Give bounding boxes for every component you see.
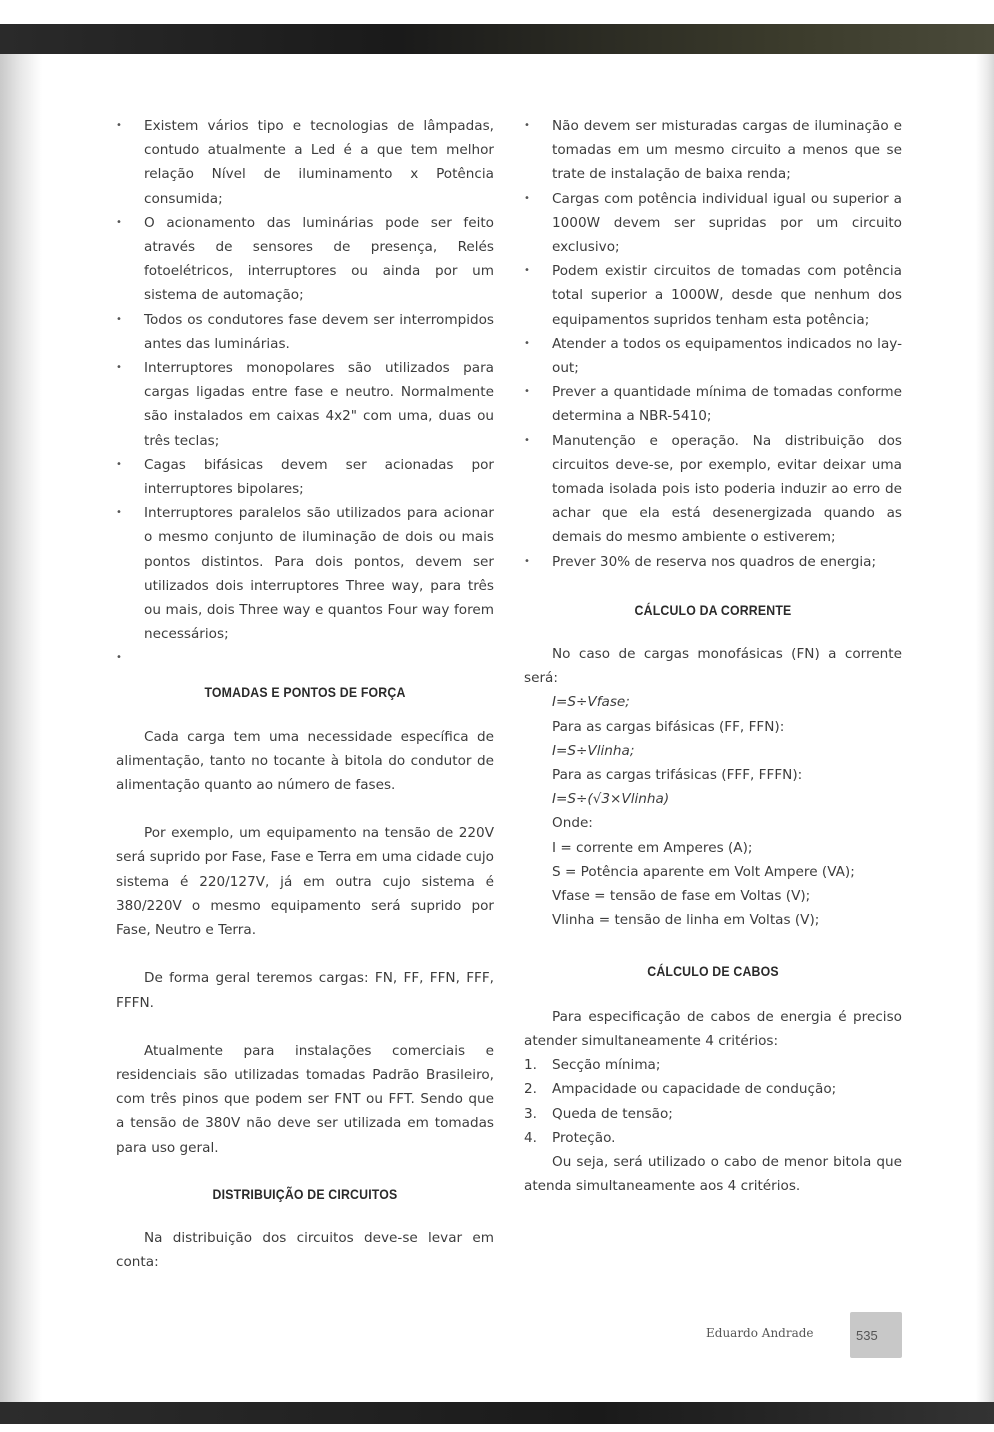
- right-column: [524, 114, 902, 1198]
- list-item: [524, 1077, 902, 1101]
- section-heading-cabos: CÁLCULO DE CABOS: [647, 962, 779, 979]
- paragraph: Na distribuição dos circuitos deve-se levar em conta:: [116, 1229, 494, 1271]
- formula-fff: I=S÷(√3×Vlinha): [552, 791, 670, 808]
- definition-line: I = corrente em Amperes (A);: [552, 839, 753, 856]
- list-item: • O acionamento das luminárias pode ser feito através de sensores de presença, Relés fotoelétricos, interruptores ou ainda por um sistema de automação;: [116, 211, 494, 308]
- lighting-bullet-list: [116, 114, 494, 670]
- list-number: 1.: [524, 1057, 537, 1074]
- list-item: [116, 646, 494, 670]
- binding-shadow: [0, 54, 42, 1402]
- list-item: • Manutenção e operação. Na distribuição dos circuitos deve-se, por exemplo, evitar deixar uma tomada isolada pois isto poderia induzir ao erro de achar que ela está desenergizada quando as demais do mesmo ambiente o estiverem;: [524, 429, 902, 550]
- list-text: Proteção.: [552, 1129, 616, 1146]
- onde-label: Onde:: [552, 815, 593, 832]
- list-item: [524, 1053, 902, 1077]
- page-edge: [976, 54, 994, 1402]
- formula-ff: I=S÷Vlinha;: [552, 742, 635, 759]
- formula-fn: I=S÷Vfase;: [552, 694, 630, 711]
- left-column: [116, 114, 494, 1274]
- list-item: • Prever 30% de reserva nos quadros de energia;: [524, 550, 902, 574]
- list-number: 2.: [524, 1081, 537, 1098]
- paragraph: De forma geral teremos cargas: FN, FF, FFN, FFF, FFFN.: [116, 970, 494, 1011]
- paragraph: Por exemplo, um equipamento na tensão de 220V será suprido por Fase, Fase e Terra em uma cidade cujo sistema é 220/127V, já em outra cujo sistema é 380/220V o mesmo equipamento será suprido por Fase, Neutro e Terra.: [116, 825, 494, 939]
- bifasicas-label: Para as cargas bifásicas (FF, FFN):: [552, 718, 785, 735]
- page-number: 535: [856, 1328, 878, 1343]
- section-heading-tomadas: TOMADAS E PONTOS DE FORÇA: [204, 684, 406, 701]
- list-item: • Cagas bifásicas devem ser acionadas por interruptores bipolares;: [116, 453, 494, 501]
- list-item: • Prever a quantidade mínima de tomadas conforme determina a NBR-5410;: [524, 380, 902, 428]
- top-dark-band: [0, 24, 994, 54]
- list-item: • Existem vários tipo e tecnologias de lâmpadas, contudo atualmente a Led é a que tem melhor relação Nível de iluminamento x Potência consumida;: [116, 114, 494, 211]
- list-item: • Atender a todos os equipamentos indicados no lay-out;: [524, 332, 902, 380]
- list-item: [524, 1126, 902, 1150]
- trifasicas-label: Para as cargas trifásicas (FFF, FFFN):: [552, 767, 803, 784]
- list-text: Ampacidade ou capacidade de condução;: [552, 1081, 837, 1098]
- criteria-list: [524, 1053, 902, 1150]
- circuit-bullet-list: [524, 114, 902, 574]
- definition-line: Vfase = tensão de fase em Voltas (V);: [552, 888, 811, 905]
- definition-line: S = Potência aparente em Volt Ampere (VA);: [552, 863, 855, 880]
- list-number: 3.: [524, 1105, 537, 1122]
- list-item: • Interruptores paralelos são utilizados para acionar o mesmo conjunto de iluminação de dois ou mais pontos distintos. Para dois pontos, devem ser utilizados dois interruptores Three way, para três ou mais, dois Three way e quantos Four way forem necessários;: [116, 501, 494, 646]
- list-item: • Interruptores monopolares são utilizados para cargas ligadas entre fase e neutro. Normalmente são instalados em caixas 4x2" com uma, duas ou três teclas;: [116, 356, 494, 453]
- paragraph: Para especificação de cabos de energia é preciso atender simultaneamente 4 critérios:: [524, 1008, 902, 1049]
- paragraph: Ou seja, será utilizado o cabo de menor bitola que atenda simultaneamente aos 4 critérios.: [524, 1153, 902, 1195]
- footer-author: Eduardo Andrade: [706, 1326, 814, 1340]
- list-text: Queda de tensão;: [552, 1105, 673, 1122]
- bottom-dark-band: [0, 1402, 994, 1424]
- paragraph: Cada carga tem uma necessidade específica de alimentação, tanto no tocante à bitola do condutor de alimentação quanto ao número de fases.: [116, 728, 494, 794]
- paragraph: No caso de cargas monofásicas (FN) a corrente será:: [524, 646, 902, 687]
- list-item: • Não devem ser misturadas cargas de iluminação e tomadas em um mesmo circuito a menos que se trate de instalação de baixa renda;: [524, 114, 902, 187]
- list-item: • Cargas com potência individual igual ou superior a 1000W devem ser supridas por um circuito exclusivo;: [524, 187, 902, 260]
- list-text: Secção mínima;: [552, 1057, 661, 1074]
- list-item: • Podem existir circuitos de tomadas com potência total superior a 1000W, desde que nenhum dos equipamentos supridos tenham esta potência;: [524, 259, 902, 332]
- section-heading-distribuicao: DISTRIBUIÇÃO DE CIRCUITOS: [212, 1185, 398, 1202]
- list-number: 4.: [524, 1129, 537, 1146]
- section-heading-corrente: CÁLCULO DA CORRENTE: [634, 601, 792, 618]
- definition-line: Vlinha = tensão de linha em Voltas (V);: [552, 912, 820, 929]
- list-item: [524, 1102, 902, 1126]
- list-item: • Todos os condutores fase devem ser interrompidos antes das luminárias.: [116, 308, 494, 356]
- paragraph: Atualmente para instalações comerciais e residenciais são utilizadas tomadas Padrão Brasileiro, com três pinos que podem ser FNT ou FFT. Sendo que a tensão de 380V não deve ser utilizada em tomadas para uso geral.: [116, 1042, 494, 1156]
